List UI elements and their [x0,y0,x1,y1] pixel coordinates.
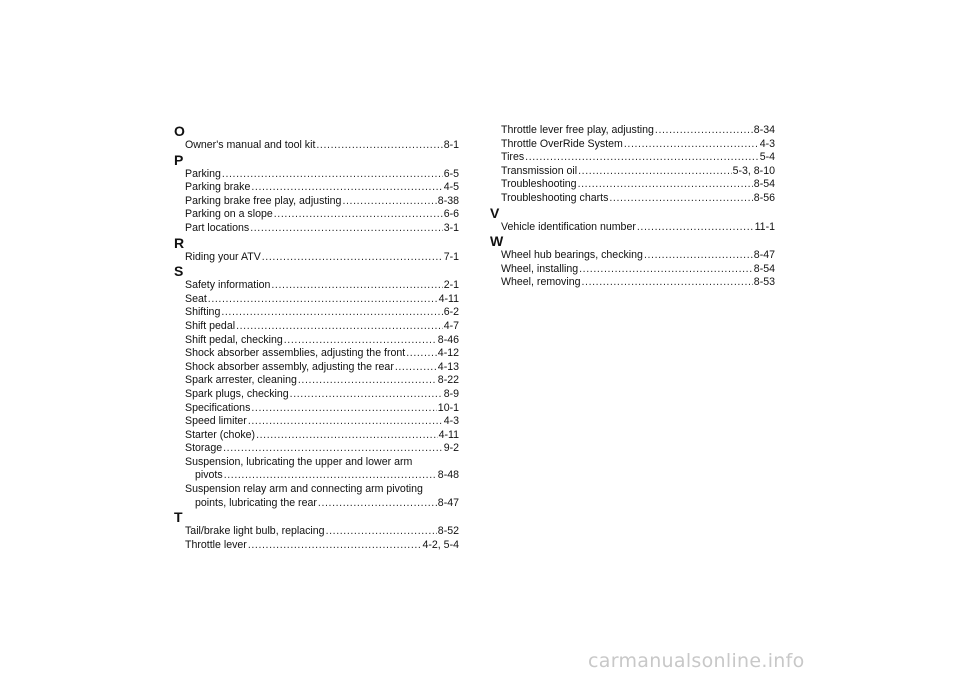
index-entry [175,347,459,361]
dot-leader [251,402,436,416]
index-entry-text: Throttle lever [185,538,247,551]
index-entry [175,361,459,375]
index-entry [175,195,459,209]
index-entry [491,124,775,138]
index-entry-page: 8-47 [437,496,459,509]
dot-leader [525,151,759,165]
index-entry-text: Vehicle identification number [501,220,636,233]
dot-leader [208,293,438,307]
dot-leader [251,181,442,195]
section-letter: O [174,123,185,139]
section-letter: V [490,204,500,221]
index-entry-text: Shift pedal, checking [185,333,283,346]
dot-leader [274,208,443,222]
index-entry [491,263,775,277]
index-entry-page: 8-9 [443,387,459,400]
dot-leader [236,320,443,334]
index-entry-page: 5-3, 8-10 [732,164,775,177]
index-column-left [175,124,459,552]
index-entry-page: 4-11 [438,292,459,305]
index-entry-page: 8-52 [437,525,459,538]
dot-leader [221,306,442,320]
index-entry [175,415,459,429]
index-entry-text: pivots [195,469,223,482]
index-entry [175,251,459,265]
index-column-right [491,124,775,290]
dot-leader [578,178,753,192]
index-entry [491,138,775,152]
index-entry-first-line: Suspension, lubricating the upper and lower arm [185,455,413,468]
index-entry-page: 8-56 [753,191,775,204]
index-entry [491,221,775,235]
index-entry-page: 4-12 [437,347,459,360]
index-entry-text: Shift pedal [185,319,236,332]
index-entry-page: 8-1 [443,139,459,151]
dot-leader [298,374,437,388]
index-entry [491,276,775,290]
dot-leader [655,124,753,138]
index-entry-text: Starter (choke) [185,428,256,441]
index-entry-text: Parking brake free play, adjusting [185,194,342,207]
index-entry [175,497,459,511]
dot-leader [624,138,759,152]
index-entry [175,181,459,195]
index-entry-text: Throttle OverRide System [501,137,623,150]
index-entry-first-line: Suspension relay arm and connecting arm pivoting [185,483,423,496]
dot-leader [644,249,753,263]
index-entry-text: Spark arrester, cleaning [185,374,297,387]
index-entry-text: Shock absorber assemblies, adjusting the front [185,347,406,360]
index-entry [491,165,775,179]
index-entry-page: 4-13 [437,360,459,373]
index-entry-page: 8-46 [437,333,459,346]
index-entry-text: Tail/brake light bulb, replacing [185,525,325,538]
dot-leader [248,539,422,553]
index-entry-page: 2-1 [443,279,459,292]
index-entry-text: Tires [501,151,525,164]
dot-leader [609,192,752,206]
dot-leader [250,222,443,236]
dot-leader [581,276,752,290]
index-entry-text: Storage [185,442,223,455]
dot-leader [326,525,437,539]
index-entry-text: Parking on a slope [185,208,273,221]
dot-leader [262,251,443,265]
index-entry-text: Speed limiter [185,415,247,428]
dot-leader [579,263,753,277]
dot-leader [248,415,443,429]
index-entry-text: Owner's manual and tool kit [185,139,316,151]
index-entry-text: Specifications [185,401,251,414]
section-letter: S [174,263,184,280]
index-entry [175,429,459,443]
index-entry-text: Wheel, removing [501,276,581,289]
index-entry [175,306,459,320]
dot-leader [223,442,443,456]
index-entry [175,139,459,153]
watermark: carmanualsonline.info [588,650,805,672]
index-entry-text: Wheel hub bearings, checking [501,249,643,262]
section-letter: R [174,234,185,251]
index-entry-page: 6-6 [443,208,459,221]
dot-leader [406,347,437,361]
index-entry-page: 3-1 [443,221,459,234]
index-entry-page: 10-1 [437,401,459,414]
index-entry [175,539,459,553]
index-entry [491,192,775,206]
index-entry-page: 8-47 [753,249,775,262]
dot-leader [395,361,437,375]
index-entry-page: 8-54 [753,178,775,191]
index-entry-text: Spark plugs, checking [185,387,289,400]
index-entry [175,208,459,222]
index-entry-page: 6-2 [443,306,459,319]
section-letter: W [490,233,504,250]
index-entry [175,469,459,483]
index-entry-text: Transmission oil [501,164,578,177]
index-entry-page: 8-48 [437,469,459,482]
index-entry [175,442,459,456]
index-entry-page: 9-2 [443,442,459,455]
index-entry-text: Troubleshooting [501,178,577,191]
index-entry-page: 8-53 [753,276,775,289]
index-entry-page: 4-5 [443,181,459,194]
index-entry [175,374,459,388]
index-entry-text: Shifting [185,306,221,319]
index-entry-page: 4-11 [438,428,459,441]
index-entry-text: Troubleshooting charts [501,191,609,204]
index-entry-page: 4-3 [759,137,775,150]
index-entry-text: Safety information [185,279,271,292]
index-entry-text: Shock absorber assembly, adjusting the rear [185,360,394,373]
section-letter: T [174,509,183,526]
dot-leader [256,429,438,443]
index-entry-page: 4-2, 5-4 [422,538,459,551]
index-entry [491,178,775,192]
dot-leader [637,221,754,235]
dot-leader [578,165,731,179]
index-entry [175,279,459,293]
index-entry-page: 5-4 [759,151,775,164]
dot-leader [290,388,443,402]
index-entry-page: 8-54 [753,262,775,275]
index-entry-page: 6-5 [443,167,459,180]
index-entry [175,402,459,416]
index-entry-page: 8-34 [753,124,775,136]
index-entry-text: Part locations [185,221,250,234]
index-entry [175,293,459,307]
index-entry-page: 8-22 [437,374,459,387]
index-entry-text: points, lubricating the rear [195,496,317,509]
index-entry-text: Parking brake [185,181,251,194]
index-entry-text: Riding your ATV [185,250,261,263]
dot-leader [222,168,443,182]
index-entry [175,388,459,402]
index-entry-page: 4-7 [443,319,459,332]
index-entry-page: 7-1 [443,250,459,263]
index-entry [175,334,459,348]
index-entry [175,168,459,182]
index-entry [175,525,459,539]
index-entry-page: 4-3 [443,415,459,428]
index-entry [175,222,459,236]
index-entry-text: Seat [185,292,207,305]
index-entry [491,249,775,263]
index-entry [491,151,775,165]
dot-leader [224,469,437,483]
index-entry-page: 8-38 [437,194,459,207]
index-entry-text: Wheel, installing [501,262,579,275]
dot-leader [318,497,437,511]
dot-leader [284,334,437,348]
index-entry [175,320,459,334]
dot-leader [316,139,442,153]
dot-leader [342,195,436,209]
dot-leader [271,279,442,293]
index-entry-page: 11-1 [754,220,775,233]
index-entry-text: Parking [185,167,221,180]
section-letter: P [174,151,184,168]
index-entry-text: Throttle lever free play, adjusting [501,124,654,136]
